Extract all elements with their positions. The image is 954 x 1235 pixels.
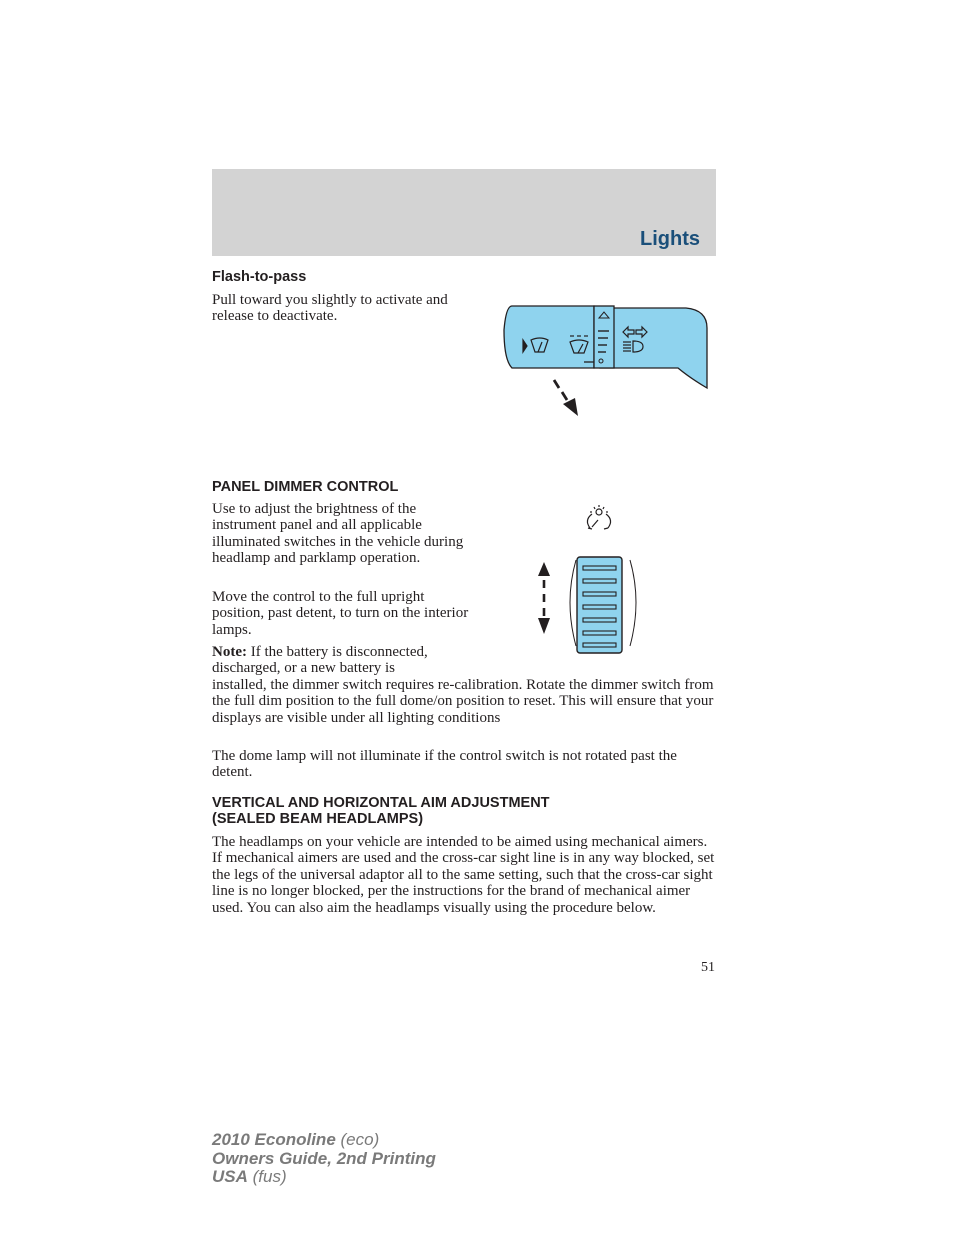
panel-dimmer-text-2: Move the control to the full upright position, past detent, to turn on the interior lamps. (212, 589, 469, 638)
footer-model-code: (eco) (340, 1130, 380, 1149)
panel-dimmer-text-1: Use to adjust the brightness of the instrument panel and all applicable illuminated switches in the vehicle during headlamp and parklamp operation. (212, 501, 464, 567)
flash-to-pass-heading: Flash-to-pass (212, 269, 307, 285)
aim-heading-line-1: VERTICAL AND HORIZONTAL AIM ADJUSTMENT (212, 795, 550, 811)
flash-to-pass-text: Pull toward you slightly to activate and release to deactivate. (212, 292, 448, 325)
panel-dimmer-note-lead (212, 644, 502, 677)
footer-region: USA (212, 1167, 248, 1186)
multifunction-stalk-illustration (490, 300, 710, 425)
aim-heading-line-2: (SEALED BEAM HEADLAMPS) (212, 811, 424, 827)
section-header-band (212, 169, 716, 256)
footer-model: 2010 Econoline (212, 1130, 336, 1149)
stalk-arm (600, 308, 707, 388)
panel-dimmer-note-text: installed, the dimmer switch requires re-calibration. Rotate the dimmer switch from the full dim position to the full dome/on position to reset. This will ensure that your displays are visible under all lighting conditions (212, 677, 714, 726)
up-down-arrow-icon (538, 562, 550, 634)
note-line-1: If the battery is disconnected, (250, 644, 428, 660)
page-number: 51 (701, 960, 715, 975)
footer-guide: Owners Guide, 2nd Printing (212, 1148, 436, 1168)
note-label: Note: (212, 644, 247, 660)
panel-dimmer-heading: PANEL DIMMER CONTROL (212, 479, 399, 495)
pull-arrow-head (563, 398, 578, 416)
dimmer-bezel (570, 560, 576, 646)
note-line-2: discharged, or a new battery is (212, 660, 395, 677)
panel-dimmer-text-4: The dome lamp will not illuminate if the control switch is not rotated past the detent. (212, 748, 677, 781)
aim-adjustment-heading (212, 795, 550, 827)
panel-brightness-icon (587, 505, 610, 529)
document-footer (212, 1131, 436, 1187)
pull-direction-arrow (554, 380, 567, 400)
stalk-collar (594, 306, 614, 368)
panel-dimmer-illustration (530, 502, 640, 660)
section-title: Lights (640, 228, 700, 250)
footer-region-code: (fus) (252, 1167, 287, 1186)
stalk-knob (504, 306, 594, 368)
aim-adjustment-text: The headlamps on your vehicle are intended to be aimed using mechanical aimers. If mechanical aimers are used and the cross-car sight line is in any way blocked, set the legs of the universal adaptor all to the same setting, such that the cross-car sight line is no longer blocked, per the instructions for the brand of mechanical aimer used. You can also aim the headlamps visually using the procedure below. (212, 834, 715, 916)
